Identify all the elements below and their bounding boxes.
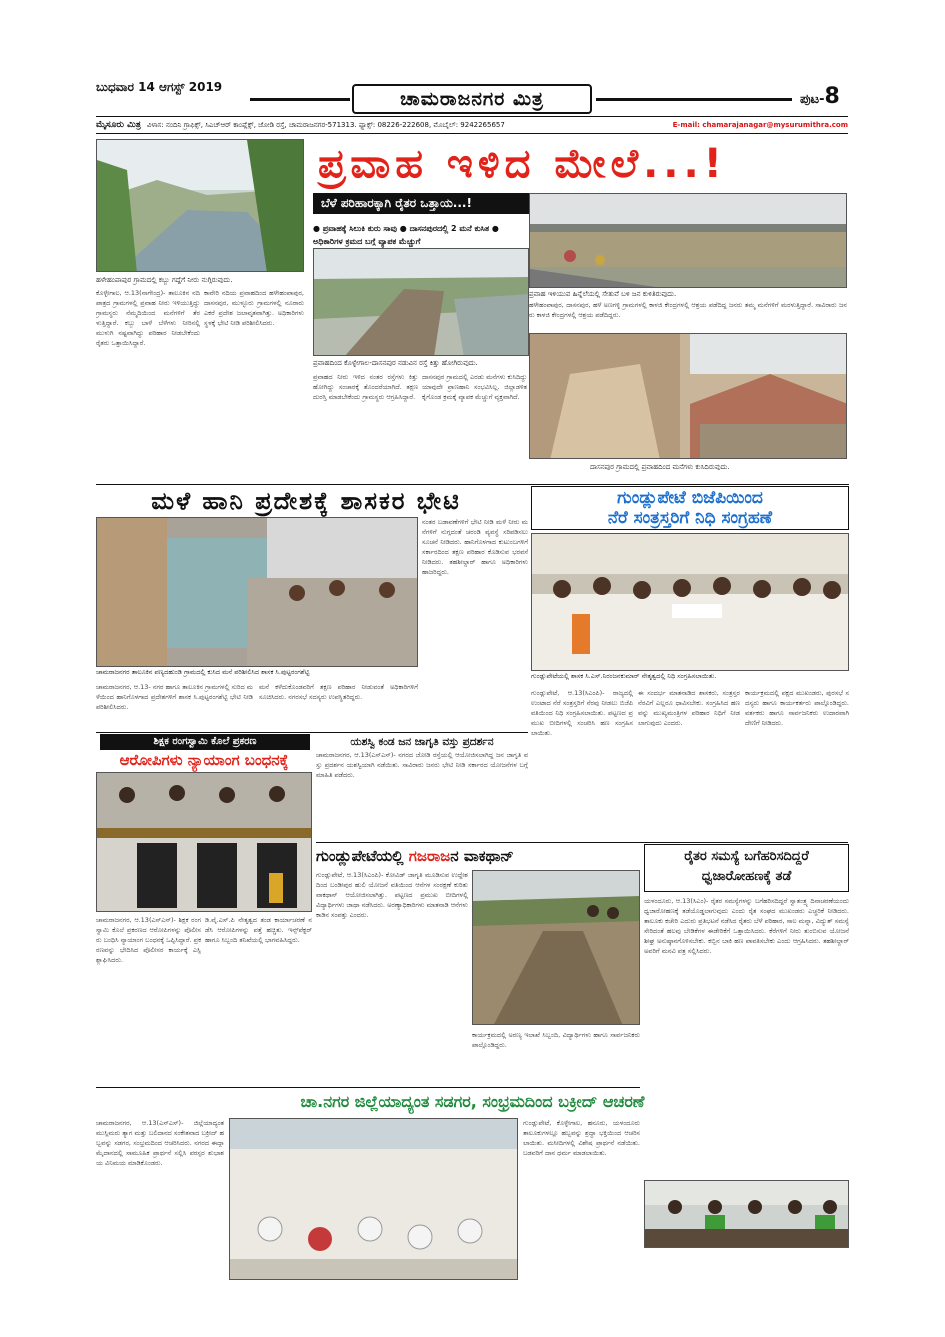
issue-date: ಬುಧವಾರ 14 ಆಗಸ್ಟ್ 2019 [96,80,223,94]
masthead-title: ಚಾಮರಾಜನಗರ ಮಿತ್ರ [352,84,592,114]
arrest-body-col2: ಡಿ.ವೈ.ಎಸ್.ಪಿ ನೇತೃತ್ವದ ತಂಡ ಕಾರ್ಯಾಚರಣೆ ನಡೆಸಿ ಆರೋಪಿಗಳನ್ನು ಪತ್ತೆ ಹಚ್ಚಿತು. ಇನ್ಸ್‌ಪೆಕ್ಟರ್ ಹಾಗೂ ಸಿಬ್ಬಂದಿ ತನಿಖೆಯಲ್ಲಿ ಭಾಗವಹಿಸಿದ್ದರು. [205,916,312,944]
photo-accused-police [96,772,312,912]
flood-body-col2: ಕಾವೇರಿ ನದಿಯ ಪ್ರವಾಹದಿಂದ ಹಳೇಹಂಪಾಪುರ, ದಾಸನಪುರ, ಮುಳ್ಳೂರು ಗ್ರಾಮಗಳಲ್ಲಿ ನೂರಾರು ಎಕರೆ ಪ್ರದೇಶ ಜಲಾವೃತವಾಗಿತ್ತು. ಅಧಿಕಾರಿಗಳು ಸ್ಥಳಕ್ಕೆ ಭೇಟಿ ನೀಡಿ ಪರಿಶೀಲಿಸಿದರು. [204,289,304,327]
farmers-body: ಯಳಂದೂರು, ಆ.13(ಸಿಎಂ)- ರೈತರ ಸಮಸ್ಯೆಗಳನ್ನು ಬಗೆಹರಿಸದಿದ್ದರೆ ಸ್ವಾತಂತ್ರ್ಯ ದಿನಾಚರಣೆಯಂದು ಧ್ವಜಾರೋಹಣಕ್ಕೆ ತಡೆಯೊಡ್ಡಲಾಗುವುದು ಎಂದು ರೈತ ಸಂಘದ ಮುಖಂಡರು ಎಚ್ಚರಿಕೆ ನೀಡಿದರು. ತಾಲೂಕು ಕಚೇರಿ ಎದುರು ಪ್ರತಿಭಟನೆ ನಡೆಸಿದ ರೈತರು ಬೆಳೆ ಪರಿಹಾರ, ಸಾಲ ಮನ್ನಾ, ವಿದ್ಯುತ್ ಸಮಸ್ಯೆ ಸೇರಿದಂತೆ ಹಲವು ಬೇಡಿಕೆಗಳ ಈಡೇರಿಕೆಗೆ ಒತ್ತಾಯಿಸಿದರು. ಕೆರೆಗಳಿಗೆ ನೀರು ತುಂಬಿಸುವ ಯೋಜನೆ ಶೀಘ್ರ ಅನುಷ್ಠಾನಗೊಳಿಸಬೇಕು. ಕಬ್ಬಿನ ಬಾಕಿ ಹಣ ಪಾವತಿಸಬೇಕು ಎಂದು ಆಗ್ರಹಿಸಿದರು. ತಹಶೀಲ್ದಾರ್ ಅವರಿಗೆ ಮನವಿ ಪತ್ರ ಸಲ್ಲಿಸಿದರು. [644,897,849,955]
photo-damaged-road [313,248,529,356]
flood-body-col5: ಹಳೇಹಂಪಾಪುರ, ದಾಸನಪುರ, ಹಳೆ ಅಣಗಳ್ಳಿ ಗ್ರಾಮಗಳಲ್ಲಿ ಕಾಳಜಿ ಕೇಂದ್ರಗಳಲ್ಲಿ ಆಶ್ರಯ ಪಡೆದಿದ್ದ ಜನರು ತಮ್ಮ ಮನೆಗಳಿಗೆ ಮರಳುತ್ತಿದ್ದಾರೆ. ಸಾವಿರಾರು ಜನರು ಕಾಳಜಿ ಕೇಂದ್ರಗಳಲ್ಲಿ ಆಶ್ರಯ ಪಡೆದಿದ್ದರು. [529,301,847,319]
arrest-headline: ಆರೋಪಿಗಳು ನ್ಯಾಯಾಂಗ ಬಂಧನಕ್ಕೆ [119,751,289,769]
caption-damaged-road: ಪ್ರವಾಹದಿಂದ ಕೊಳ್ಳೇಗಾಲ-ದಾಸನಪುರ ನಡುವಿನ ರಸ್ತೆ ಕಿತ್ತು ಹೋಗಿರುವುದು. [313,359,478,367]
arrest-kicker: ಶಿಕ್ಷಕ ರಂಗಸ್ವಾಮಿ ಕೊಲೆ ಪ್ರಕರಣ [100,734,310,750]
expo-headline: ಯಶಸ್ವಿ ಕಂಡ ಜನ ಜಾಗೃತಿ ವಸ್ತು ಪ್ರದರ್ಶನ [350,736,494,748]
photo-bridge-river [529,193,847,288]
walkathon-body-col2: ಕಾರ್ಯಕ್ರಮದಲ್ಲಿ ಅರಣ್ಯ ಇಲಾಖೆ ಸಿಬ್ಬಂದಿ, ವಿದ್ಯಾರ್ಥಿಗಳು ಹಾಗೂ ಸಾರ್ವಜನಿಕರು ಪಾಲ್ಗೊಂಡಿದ್ದರು. [472,1031,640,1049]
bakrid-body-col2: ಗುಂಡ್ಲುಪೇಟೆ, ಕೊಳ್ಳೇಗಾಲ, ಹನೂರು, ಯಳಂದೂರು ತಾಲೂಕುಗಳಲ್ಲೂ ಹಬ್ಬವನ್ನು ಶ್ರದ್ಧಾ ಭಕ್ತಿಯಿಂದ ಆಚರಿಸಲಾಯಿತು. ಮಸೀದಿಗಳಲ್ಲಿ ವಿಶೇಷ ಪ್ರಾರ್ಥನೆ ನಡೆಯಿತು. ಬಡವರಿಗೆ ದಾನ ಧರ್ಮ ಮಾಡಲಾಯಿತು. [523,1119,640,1157]
flood-headline: ಪ್ರವಾಹ ಇಳಿದ ಮೇಲೆ...! [318,141,727,187]
photo-flooded-sugarcane-field [96,139,304,272]
mla-body-col3: ನಂತರ ಬಡಾವಣೆಗಳಿಗೆ ಭೇಟಿ ನೀಡಿ ಮಳೆ ನೀರು ಮನೆಗಳಿಗೆ ನುಗ್ಗದಂತೆ ಚರಂಡಿ ವ್ಯವಸ್ಥೆ ಸರಿಪಡಿಸಲು ಸೂಚನೆ ನೀಡಿದರು. ಹಾನಿಗೊಳಗಾದ ಕುಟುಂಬಗಳಿಗೆ ಸರ್ಕಾರದಿಂದ ತಕ್ಷಣ ಪರಿಹಾರ ಕೊಡಿಸುವ ಭರವಸೆ ನೀಡಿದರು. ತಹಶೀಲ್ದಾರ್ ಹಾಗೂ ಅಧಿಕಾರಿಗಳು ಹಾಜರಿದ್ದರು. [422,518,528,576]
photo-farmers-image [645,1181,849,1248]
arrest-body-col1: ಚಾಮರಾಜನಗರ, ಆ.13(ಎಸ್‌ಎಸ್)- ಶಿಕ್ಷಕ ರಂಗಸ್ವಾಮಿ ಕೊಲೆ ಪ್ರಕರಣದ ಆರೋಪಿಗಳನ್ನು ಪೊಲೀಸರು ಬಂಧಿಸಿ ನ್ಯಾಯಾಂಗ ಬಂಧನಕ್ಕೆ ಒಪ್ಪಿಸಿದ್ದಾರೆ. ಪ್ರಕರಣವನ್ನು ಭೇದಿಸಿದ ಪೊಲೀಸರ ಕಾರ್ಯಕ್ಕೆ ಎಸ್ಪಿ ಶ್ಲಾಘಿಸಿದರು. [96,916,201,964]
farmers-headline-line2: ಧ್ವಜಾರೋಹಣಕ್ಕೆ ತಡೆ [701,869,792,884]
flood-subhead: ಬೆಳೆ ಪರಿಹಾರಕ್ಕಾಗಿ ರೈತರ ಒತ್ತಾಯ...! [313,193,565,214]
photo-walkathon-elephant-trail [472,870,640,1025]
photo-trail-image [473,871,640,1025]
office-address: ವಿಳಾಸ: ನಂದಿನಿ ಗ್ರಾಫಿಕ್ಸ್, ಸಿಎಚ್‌ಆರ್ ಕಾಂಪ್ಲೆಕ್ಸ್, ಜೋಡಿ ರಸ್ತೆ, ಚಾಮರಾಜನಗರ-571313. ಫ್ಯಾಕ್ಸ್: 08226-222608, ಮೊಬೈಲ್: 9242265657 [146,120,505,129]
section-divider-1 [96,484,849,485]
photo-bridge-river-image [530,194,847,288]
walkathon-headline-red: ಗಜರಾಜ [408,847,451,865]
photo-collapsed-houses [529,333,847,459]
walkathon-body-col1: ಗುಂಡ್ಲುಪೇಟೆ, ಆ.13(ಸಿಎಂಪಿ)- ಕೋವಿಡ್ ಜಾಗೃತಿ ಮೂಡಿಸುವ ಉದ್ದೇಶದಿಂದ ಬಂಡೀಪುರ ಹುಲಿ ಯೋಜನೆ ವತಿಯಿಂದ ಆನೆಗಳ ಸಂರಕ್ಷಣೆ ಕುರಿತು ವಾಕಥಾನ್ ಆಯೋಜಿಸಲಾಗಿತ್ತು. ಪಟ್ಟಣದ ಪ್ರಮುಖ ಬೀದಿಗಳಲ್ಲಿ ವಿದ್ಯಾರ್ಥಿಗಳು ಜಾಥಾ ನಡೆಸಿದರು. ಅರಣ್ಯಾಧಿಕಾರಿಗಳು ಮಾತನಾಡಿ ಆನೆಗಳು ಕಾಡಿನ ಸಂಪತ್ತು ಎಂದರು. [316,871,468,919]
farmers-headline-line1: ರೈತರ ಸಮಸ್ಯೆ ಬಗೆಹರಿಸದಿದ್ದರೆ [684,849,809,864]
bjp-headline-line1: ಗುಂಡ್ಲುಪೇಟೆ ಬಿಜೆಪಿಯಿಂದ [617,488,763,508]
photo-bjp-fund-collection [531,533,849,671]
caption-mla-inspection: ಚಾಮರಾಜನಗರ ತಾಲೂಕಿನ ಪಣ್ಯದಹುಂಡಿ ಗ್ರಾಮದಲ್ಲಿ ಕುಸಿದ ಮನೆ ಪರಿಶೀಲಿಸಿದ ಶಾಸಕ ಸಿ.ಪುಟ್ಟರಂಗಶೆಟ್ಟಿ [96,668,310,676]
contact-email: E-mail: chamarajanagar@mysurumithra.com [672,121,848,129]
photo-farmers-meeting [644,1180,849,1248]
photo-collapsed-houses-image [530,334,847,459]
walkathon-headline-post: ನ ವಾಕಥಾನ್ [450,847,514,865]
section-divider-4 [96,1087,640,1088]
photo-flooded-field-image [97,140,304,272]
address-bar [96,116,848,134]
mla-body-col2: ಮನೆ ಕಳೆದುಕೊಂಡವರಿಗೆ ತಕ್ಷಣ ಪರಿಹಾರ ನೀಡುವಂತೆ ಅಧಿಕಾರಿಗಳಿಗೆ ಸೂಚಿಸಿದರು. ನಗರಸಭೆ ಸದಸ್ಯರು ಉಪಸ್ಥಿತರಿದ್ದರು. [259,683,418,701]
walkathon-headline [316,844,636,868]
page-number-label: ಪುಟ- [800,92,825,107]
photo-damaged-road-image [314,249,529,356]
brand-name: ಮೈಸೂರು ಮಿತ್ರ [96,120,141,130]
caption-bridge: ಪ್ರವಾಹ ಇಳಿಯುವ ಹಿನ್ನೆಲೆಯಲ್ಲಿ ಸೇತುವೆ ಬಳಿ ಜನ ಕುಳಿತಿರುವುದು. [529,290,677,298]
photo-mla-inspection-image [97,518,418,667]
photo-bjp-fund-image [532,534,849,671]
caption-bjp: ಗುಂಡ್ಲುಪೇಟೆಯಲ್ಲಿ ಶಾಸಕ ಸಿ.ಎಸ್.ನಿರಂಜನಕುಮಾರ್ ನೇತೃತ್ವದಲ್ಲಿ ನಿಧಿ ಸಂಗ್ರಹಿಸಲಾಯಿತು. [531,672,717,680]
section-divider-3 [316,842,848,843]
bjp-body-col1: ಗುಂಡ್ಲುಪೇಟೆ, ಆ.13(ಸಿಎಂಪಿ)- ರಾಜ್ಯದಲ್ಲಿ ಉಂಟಾದ ನೆರೆ ಸಂತ್ರಸ್ತರಿಗೆ ನೆರವು ನೀಡಲು ಬಿಜೆಪಿ ವತಿಯಿಂದ ನಿಧಿ ಸಂಗ್ರಹಿಸಲಾಯಿತು. ಪಟ್ಟಣದ ಪ್ರಮುಖ ಬೀದಿಗಳಲ್ಲಿ ಸಂಚರಿಸಿ ಹಣ ಸಂಗ್ರಹಿಸಲಾಯಿತು. [531,689,633,737]
section-divider-2 [96,732,528,733]
mla-body-col1: ಚಾಮರಾಜನಗರ, ಆ.13- ನಗರ ಹಾಗೂ ತಾಲೂಕಿನ ಗ್ರಾಮಗಳಲ್ಲಿ ಸುರಿದ ಮಳೆಯಿಂದ ಹಾನಿಗೊಳಗಾದ ಪ್ರದೇಶಗಳಿಗೆ ಶಾಸಕ ಸಿ.ಪುಟ್ಟರಂಗಶೆಟ್ಟಿ ಭೇಟಿ ನೀಡಿ ಪರಿಶೀಲಿಸಿದರು. [96,683,253,711]
photo-bakrid-image [230,1119,518,1280]
bjp-headline-line2: ನೆರೆ ಸಂತ್ರಸ್ತರಿಗೆ ನಿಧಿ ಸಂಗ್ರಹಣೆ [607,508,773,528]
flood-bullets: ● ಪ್ರವಾಹಕ್ಕೆ ಸಿಲುಕಿ ಕುರು ಸಾವು ● ದಾಸನಪುರದಲ್ಲಿ 2 ಮನೆ ಕುಸಿತ ● ಅಧಿಕಾರಿಗಳ ಕ್ರಮದ ಬಗ್ಗೆ ವ್ಯಾಪಕ ಮೆಚ್ಚುಗೆ [313,224,499,246]
flood-body-col3: ಪ್ರವಾಹದ ನೀರು ಇಳಿದ ನಂತರ ರಸ್ತೆಗಳು ಕಿತ್ತು ಹೋಗಿದ್ದು ಸಂಚಾರಕ್ಕೆ ತೊಂದರೆಯಾಗಿದೆ. ತಕ್ಷಣ ದುರಸ್ತಿ ಮಾಡಬೇಕೆಂದು ಗ್ರಾಮಸ್ಥರು ಆಗ್ರಹಿಸಿದ್ದಾರೆ. [313,373,418,401]
photo-mla-inspection [96,517,418,667]
bakrid-headline: ಚಾ.ನಗರ ಜಿಲ್ಲೆಯಾದ್ಯಂತ ಸಡಗರ, ಸಂಭ್ರಮದಿಂದ ಬಕ್ರೀದ್ ಆಚರಣೆ [300,1092,645,1111]
photo-accused-image [97,773,312,912]
bjp-body-col2: ಈ ಸಂದರ್ಭ ಮಾತನಾಡಿದ ಶಾಸಕರು, ಸಂತ್ರಸ್ತರ ನೆರವಿಗೆ ಎಲ್ಲರೂ ಧಾವಿಸಬೇಕು. ಸಂಗ್ರಹಿಸಿದ ಹಣವನ್ನು ಮುಖ್ಯಮಂತ್ರಿಗಳ ಪರಿಹಾರ ನಿಧಿಗೆ ನೀಡಲಾಗುವುದು ಎಂದರು. [638,689,740,727]
page-number-value: 8 [824,84,840,109]
caption-flooded-field: ಹಳೇಹಂಪಾಪುರ ಗ್ರಾಮದಲ್ಲಿ ಕಬ್ಬು ಗದ್ದೆಗೆ ನೀರು ನುಗ್ಗಿರುವುದು. [96,276,233,284]
photo-bakrid-prayer [229,1118,518,1280]
mla-visit-headline: ಮಳೆ ಹಾನಿ ಪ್ರದೇಶಕ್ಕೆ ಶಾಸಕರ ಭೇಟಿ [151,487,461,515]
flood-body-col4: ದಾಸನಪುರ ಗ್ರಾಮದಲ್ಲಿ ಎರಡು ಮನೆಗಳು ಕುಸಿದಿದ್ದು ಯಾವುದೇ ಪ್ರಾಣಹಾನಿ ಸಂಭವಿಸಿಲ್ಲ. ಜಿಲ್ಲಾಡಳಿತ ಕೈಗೊಂಡ ಕ್ರಮಕ್ಕೆ ವ್ಯಾಪಕ ಮೆಚ್ಚುಗೆ ವ್ಯಕ್ತವಾಗಿದೆ. [422,373,527,401]
caption-collapsed-houses: ದಾಸನಪುರ ಗ್ರಾಮದಲ್ಲಿ ಪ್ರವಾಹದಿಂದ ಮನೆಗಳು ಕುಸಿದಿರುವುದು. [590,463,730,471]
walkathon-headline-pre: ಗುಂಡ್ಲುಪೇಟೆಯಲ್ಲಿ [316,847,409,865]
expo-body: ಚಾಮರಾಜನಗರ, ಆ.13(ಎಸ್‌ಎಸ್)- ನಗರದ ಜೋಡಿ ರಸ್ತೆಯಲ್ಲಿ ಆಯೋಜಿಸಲಾಗಿದ್ದ ಜನ ಜಾಗೃತಿ ವಸ್ತು ಪ್ರದರ್ಶನ ಯಶಸ್ವಿಯಾಗಿ ನಡೆಯಿತು. ಸಾವಿರಾರು ಜನರು ಭೇಟಿ ನೀಡಿ ಸರ್ಕಾರದ ಯೋಜನೆಗಳ ಬಗ್ಗೆ ಮಾಹಿತಿ ಪಡೆದರು. [316,751,528,779]
masthead-rule-left [250,98,350,101]
page-number [800,84,840,109]
bakrid-body-col1: ಚಾಮರಾಜನಗರ, ಆ.13(ಎಸ್‌ಎಸ್)- ಜಿಲ್ಲೆಯಾದ್ಯಂತ ಮುಸ್ಲಿಮರು ತ್ಯಾಗ ಮತ್ತು ಬಲಿದಾನದ ಸಂಕೇತವಾದ ಬಕ್ರೀದ್ ಹಬ್ಬವನ್ನು ಸಡಗರ, ಸಂಭ್ರಮದಿಂದ ಆಚರಿಸಿದರು. ನಗರದ ಈದ್ಗಾ ಮೈದಾನದಲ್ಲಿ ಸಾಮೂಹಿಕ ಪ್ರಾರ್ಥನೆ ಸಲ್ಲಿಸಿ ಪರಸ್ಪರ ಶುಭಾಶಯ ವಿನಿಮಯ ಮಾಡಿಕೊಂಡರು. [96,1119,224,1167]
flood-body-col1: ಕೊಳ್ಳೇಗಾಲ, ಆ.13(ನಾಗೇಂದ್ರ)- ತಾಲೂಕಿನ ನದಿ ಪಾತ್ರದ ಗ್ರಾಮಗಳಲ್ಲಿ ಪ್ರವಾಹ ನೀರು ಇಳಿಯುತ್ತಿದ್ದು ಗ್ರಾಮಸ್ಥರು ನೆಮ್ಮದಿಯಿಂದ ಮನೆಗಳಿಗೆ ತೆರಳುತ್ತಿದ್ದಾರೆ. ಕಬ್ಬು ಬಾಳೆ ಬೆಳೆಗಳು ನೀರಿನಲ್ಲಿ ಮುಳುಗಿ ನಷ್ಟವಾಗಿದ್ದು ಪರಿಹಾರ ನೀಡಬೇಕೆಂದು ರೈತರು ಒತ್ತಾಯಿಸಿದ್ದಾರೆ. [96,289,200,347]
masthead-rule-right [596,98,792,101]
bjp-body-col3: ಕಾರ್ಯಕ್ರಮದಲ್ಲಿ ಪಕ್ಷದ ಮುಖಂಡರು, ಪುರಸಭೆ ಸದಸ್ಯರು ಹಾಗೂ ಕಾರ್ಯಕರ್ತರು ಪಾಲ್ಗೊಂಡಿದ್ದರು. ವರ್ತಕರು ಹಾಗೂ ಸಾರ್ವಜನಿಕರು ಉದಾರವಾಗಿ ದೇಣಿಗೆ ನೀಡಿದರು. [745,689,849,727]
